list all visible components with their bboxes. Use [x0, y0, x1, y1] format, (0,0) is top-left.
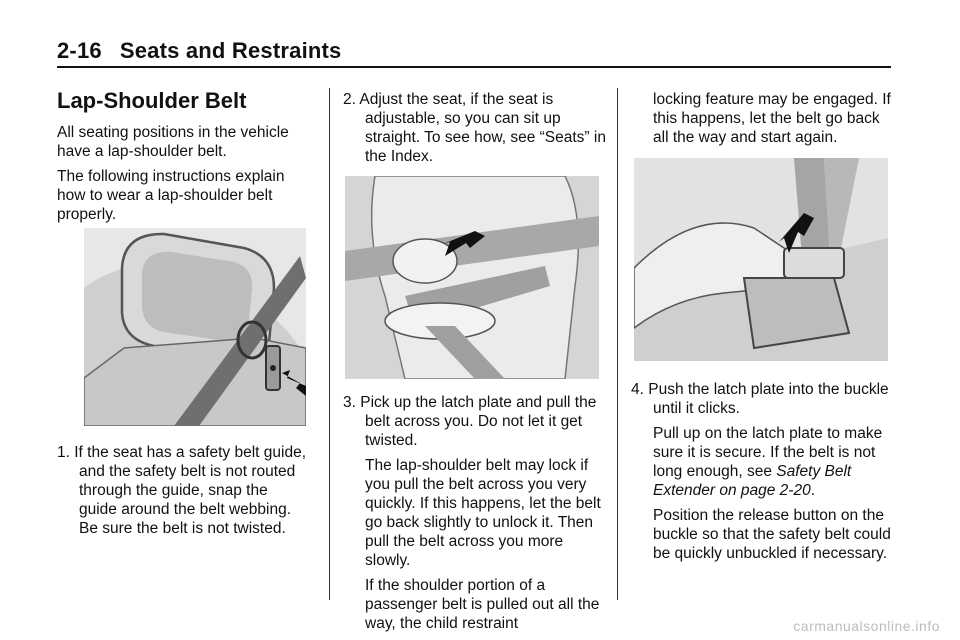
step-4-note-2: Position the release button on the buckle so that the safety belt could be quickly unbuckled if necessary. — [653, 507, 891, 562]
step-2: 2. Adjust the seat, if the seat is adjustable, so you can sit up straight. To see how, see “Seats” in the Index. — [343, 91, 606, 165]
column-divider-2 — [617, 88, 618, 600]
column-3-top — [631, 90, 893, 153]
instructions-paragraph: The following instructions explain how to wear a lap-shoulder belt properly. — [57, 168, 285, 223]
column-1 — [57, 88, 307, 230]
column-divider-1 — [329, 88, 330, 600]
step-3: 3. Pick up the latch plate and pull the belt across you. Do not let it get twisted. — [343, 394, 597, 449]
step-1: 1. If the seat has a safety belt guide, and the safety belt is not routed through the guide, snap the guide around the belt webbing. Be sure the belt is not twisted. — [57, 444, 307, 537]
step-3-note-2: If the shoulder portion of a passenger belt is pulled out all the way, the child restraint — [365, 577, 600, 632]
section-title: Seats and Restraints — [119, 38, 342, 63]
step-3-note-1: The lap-shoulder belt may lock if you pull the belt across you very quickly. If this happens, let the belt go back slightly to unlock it. Then pull the belt across you more slowly. — [365, 457, 601, 569]
buckle-latch-figure — [634, 158, 888, 361]
adjust-seat-figure — [345, 176, 599, 379]
step-4-note-1-text: Pull up on the latch plate to make sure it is secure. If the belt is not long enough, see — [653, 425, 883, 480]
column-3-bottom — [631, 380, 893, 569]
intro-paragraph: All seating positions in the vehicle have a lap-shoulder belt. — [57, 124, 289, 160]
column-1-bottom — [57, 443, 309, 544]
header-rule — [57, 66, 891, 68]
watermark: carmanualsonline.info — [793, 618, 940, 634]
cross-reference-link[interactable]: Safety Belt Extender on page 2-20 — [653, 463, 852, 499]
page-number: 2-16 — [57, 38, 102, 63]
column-2-top — [343, 90, 611, 172]
step-4: 4. Push the latch plate into the buckle until it clicks. — [631, 381, 889, 417]
step-4-note-1 — [631, 424, 893, 500]
seat-belt-guide-figure — [84, 228, 306, 426]
continued-paragraph: locking feature may be engaged. If this happens, let the belt go back all the way and start again. — [653, 91, 891, 146]
column-2-bottom — [343, 393, 611, 639]
section-heading: Lap-Shoulder Belt — [57, 88, 247, 113]
page-header — [57, 38, 341, 64]
step-4-note-1-end: . — [810, 482, 816, 499]
